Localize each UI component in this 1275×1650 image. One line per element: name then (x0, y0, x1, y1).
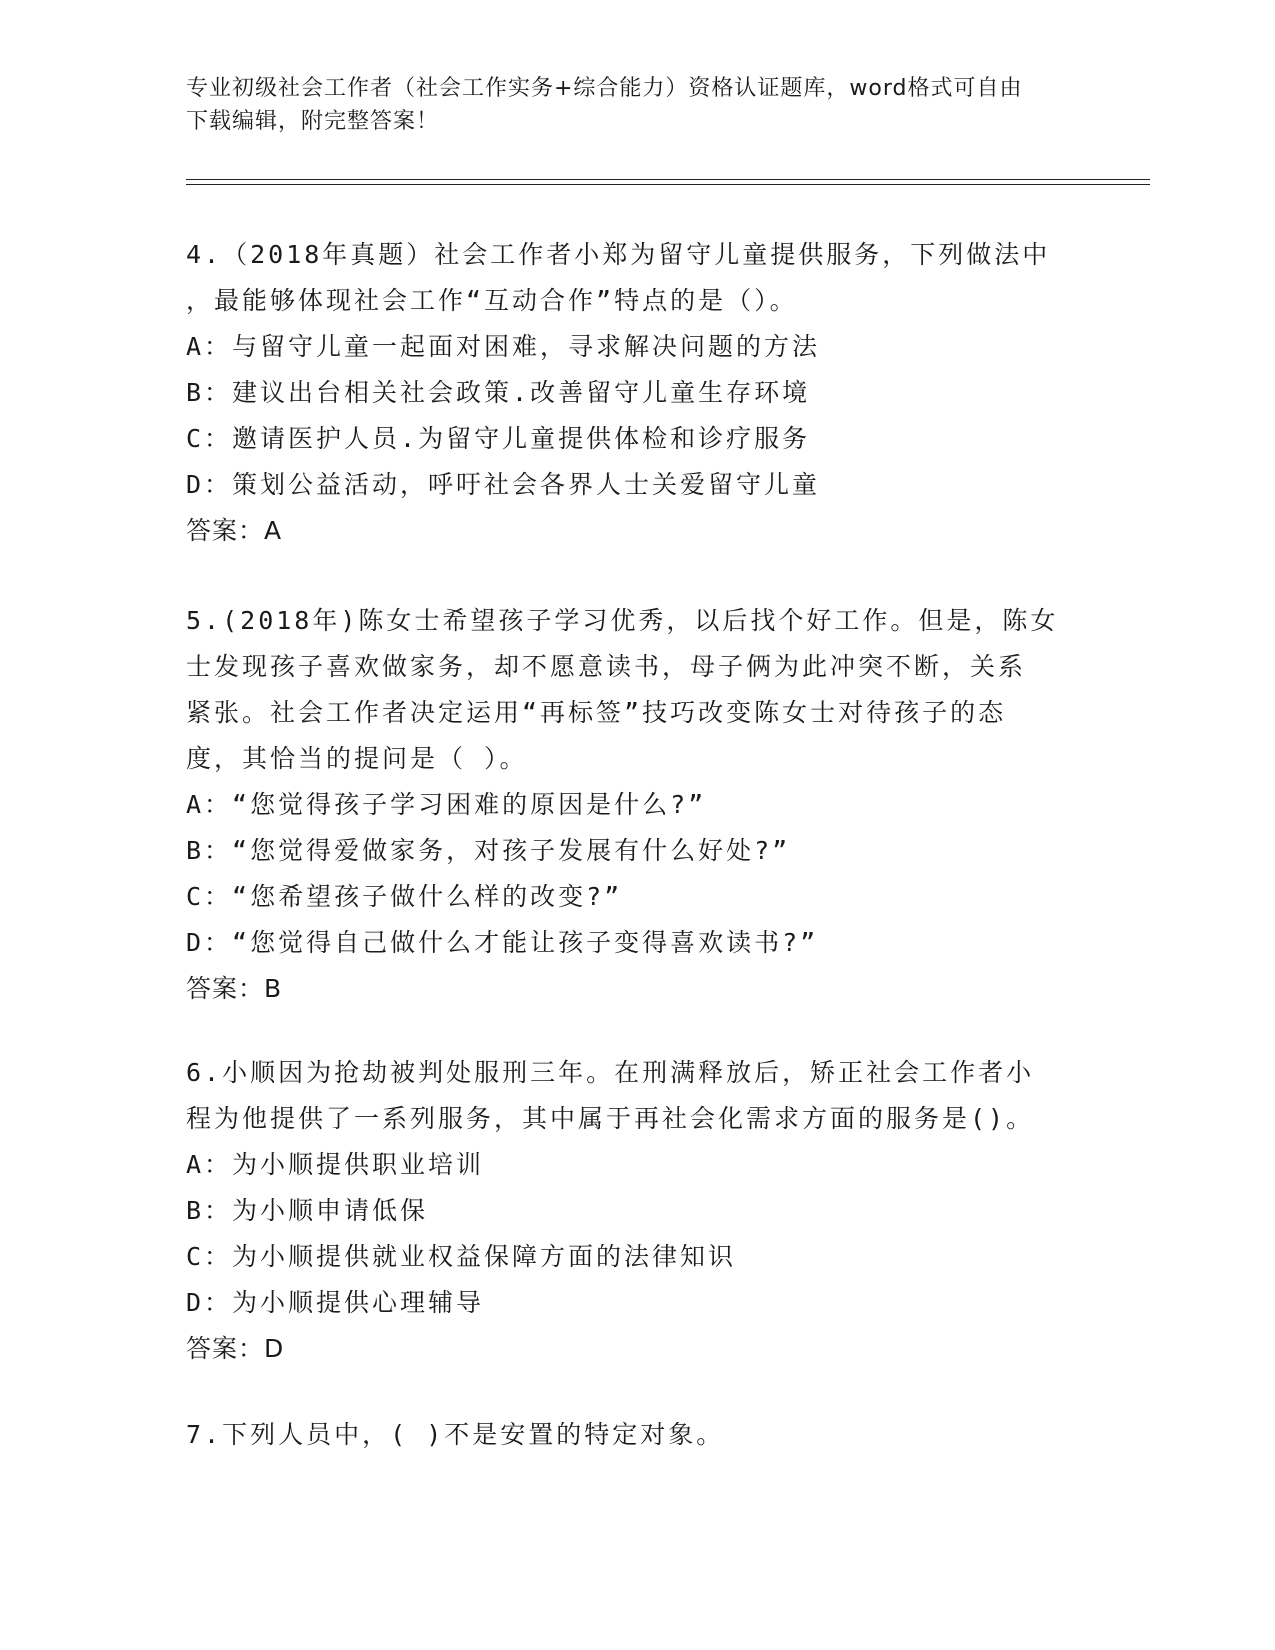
option-d: D：为小顺提供心理辅导 (186, 1288, 485, 1317)
question-7 (186, 1412, 1066, 1458)
header-divider-bottom (186, 184, 1150, 185)
option-a: A：“您觉得孩子学习困难的原因是什么?” (186, 790, 707, 819)
header-line-1: 专业初级社会工作者（社会工作实务+综合能力）资格认证题库，word格式可自由 (186, 76, 1023, 101)
option-c: C：“您希望孩子做什么样的改变?” (186, 882, 623, 911)
question-5 (186, 598, 1066, 1012)
answer: 答案：A (186, 516, 283, 545)
question-stem-line: 7.下列人员中，( )不是安置的特定对象。 (186, 1420, 725, 1449)
option-d: D：“您觉得自己做什么才能让孩子变得喜欢读书?” (186, 928, 819, 957)
question-stem-line: 程为他提供了一系列服务，其中属于再社会化需求方面的服务是()。 (186, 1104, 1035, 1133)
question-stem-line: 4.（2018年真题）社会工作者小郑为留守儿童提供服务，下列做法中 (186, 240, 1051, 269)
answer: 答案：D (186, 1334, 285, 1363)
option-b: B：“您觉得爱做家务，对孩子发展有什么好处?” (186, 836, 791, 865)
question-stem-line: 5.(2018年)陈女士希望孩子学习优秀，以后找个好工作。但是，陈女 (186, 606, 1059, 635)
option-c: C：为小顺提供就业权益保障方面的法律知识 (186, 1242, 737, 1271)
answer: 答案：B (186, 974, 283, 1003)
option-c: C：邀请医护人员.为留守儿童提供体检和诊疗服务 (186, 424, 811, 453)
question-stem-line: ，最能够体现社会工作“互动合作”特点的是（）。 (186, 286, 798, 315)
question-6 (186, 1050, 1066, 1372)
question-stem-line: 紧张。社会工作者决定运用“再标签”技巧改变陈女士对待孩子的态 (186, 698, 1007, 727)
header-divider-top (186, 179, 1150, 180)
option-a: A：为小顺提供职业培训 (186, 1150, 485, 1179)
header-line-2: 下载编辑，附完整答案！ (186, 109, 440, 134)
option-d: D：策划公益活动，呼吁社会各界人士关爱留守儿童 (186, 470, 821, 499)
question-stem-line: 士发现孩子喜欢做家务，却不愿意读书，母子俩为此冲突不断，关系 (186, 652, 1027, 681)
question-stem-line: 6.小顺因为抢劫被判处服刑三年。在刑满释放后，矫正社会工作者小 (186, 1058, 1035, 1087)
question-4 (186, 232, 1066, 554)
option-a: A：与留守儿童一起面对困难，寻求解决问题的方法 (186, 332, 821, 361)
question-stem-line: 度，其恰当的提问是（ ）。 (186, 744, 528, 773)
option-b: B：为小顺申请低保 (186, 1196, 429, 1225)
document-header (186, 72, 1086, 138)
option-b: B：建议出台相关社会政策.改善留守儿童生存环境 (186, 378, 811, 407)
